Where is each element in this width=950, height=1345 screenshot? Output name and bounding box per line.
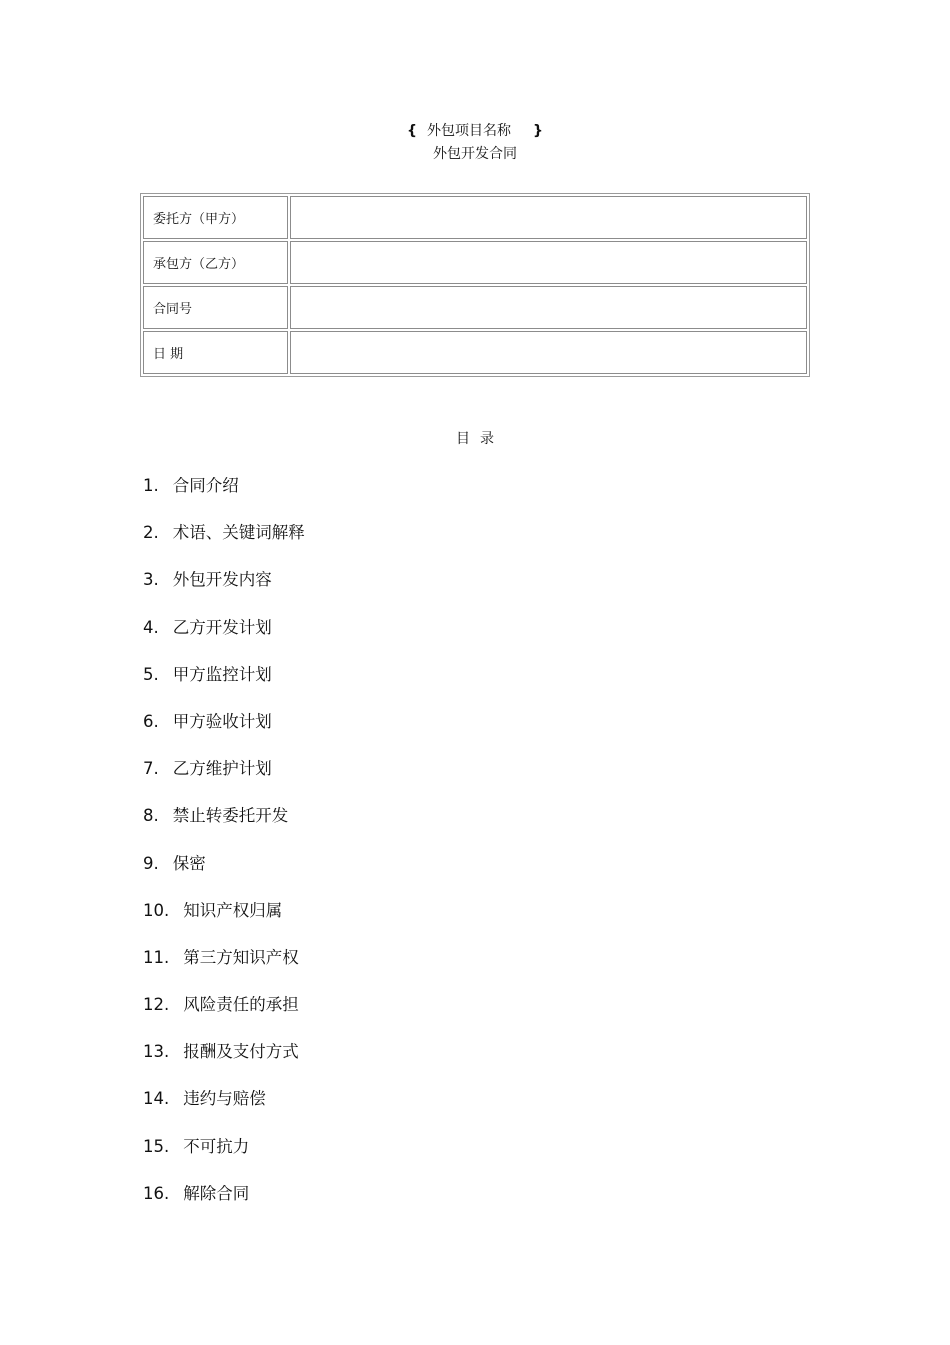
toc-text: 报酬及支付方式 <box>183 1042 299 1062</box>
brace-open: { <box>407 123 417 139</box>
toc-text: 乙方开发计划 <box>172 617 272 637</box>
project-name: 外包项目名称 <box>427 123 511 139</box>
toc-number: 9. <box>143 853 159 873</box>
contract-number-label: 合同号 <box>143 286 288 329</box>
list-item <box>143 661 305 708</box>
toc-text: 违约与赔偿 <box>183 1089 266 1109</box>
list-item <box>143 566 305 613</box>
toc-number: 11. <box>143 947 170 967</box>
toc-number: 12. <box>143 995 170 1015</box>
toc-text: 风险责任的承担 <box>183 995 299 1015</box>
toc-number: 10. <box>143 900 170 920</box>
date-value <box>290 331 807 374</box>
toc-text: 术语、关键词解释 <box>172 523 305 543</box>
list-item <box>143 755 305 802</box>
list-item <box>143 802 305 849</box>
document-title: 外包开发合同 <box>433 146 517 162</box>
toc-number: 4. <box>143 617 159 637</box>
toc-number: 15. <box>143 1136 170 1156</box>
toc-text: 保密 <box>172 853 206 873</box>
toc-number: 6. <box>143 711 159 731</box>
toc-text: 甲方验收计划 <box>172 711 272 731</box>
toc-text: 甲方监控计划 <box>172 664 272 684</box>
toc-text: 第三方知识产权 <box>183 947 299 967</box>
toc-text: 解除合同 <box>183 1183 250 1203</box>
toc-number: 8. <box>143 806 159 826</box>
contractor-value <box>290 241 807 284</box>
client-value <box>290 196 807 239</box>
toc-text: 合同介绍 <box>172 476 239 495</box>
table-of-contents <box>143 472 305 1227</box>
toc-text: 外包开发内容 <box>172 570 272 590</box>
list-item <box>143 519 305 566</box>
list-item <box>143 1038 305 1085</box>
toc-title: 目录 <box>456 431 504 447</box>
toc-number: 13. <box>143 1042 170 1062</box>
table-row <box>143 331 807 374</box>
list-item <box>143 708 305 755</box>
toc-text: 禁止转委托开发 <box>172 806 289 826</box>
list-item <box>143 1180 305 1227</box>
table-row <box>143 196 807 239</box>
list-item <box>143 991 305 1038</box>
client-label: 委托方（甲方） <box>143 196 288 239</box>
toc-number: 1. <box>143 476 159 495</box>
document-header <box>0 120 950 166</box>
toc-text: 知识产权归属 <box>183 900 283 920</box>
list-item <box>143 1085 305 1132</box>
list-item <box>143 897 305 944</box>
list-item <box>143 472 305 519</box>
list-item <box>143 1133 305 1180</box>
contract-number-value <box>290 286 807 329</box>
table-row <box>143 286 807 329</box>
toc-text: 乙方维护计划 <box>172 759 272 779</box>
project-name-line <box>0 120 950 143</box>
date-label: 日 期 <box>143 331 288 374</box>
toc-number: 5. <box>143 664 159 684</box>
toc-number: 14. <box>143 1089 170 1109</box>
toc-number: 3. <box>143 570 159 590</box>
contract-info-table <box>140 193 810 377</box>
table-row <box>143 241 807 284</box>
toc-number: 7. <box>143 759 159 779</box>
contractor-label: 承包方（乙方） <box>143 241 288 284</box>
list-item <box>143 944 305 991</box>
toc-number: 16. <box>143 1183 170 1203</box>
list-item <box>143 614 305 661</box>
list-item <box>143 850 305 897</box>
toc-text: 不可抗力 <box>183 1136 250 1156</box>
brace-close: } <box>533 123 543 139</box>
toc-number: 2. <box>143 523 159 543</box>
